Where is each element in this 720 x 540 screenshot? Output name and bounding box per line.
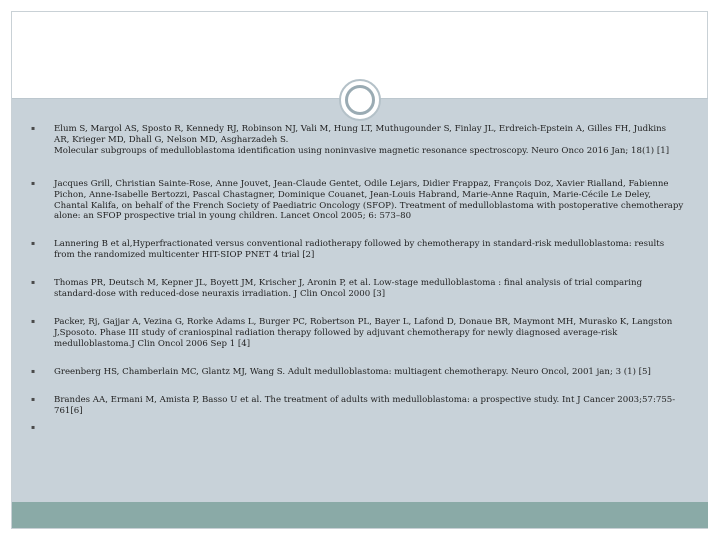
bullet-icon: ▪	[31, 179, 36, 187]
medallion-ornament	[339, 79, 381, 121]
bullet-icon: ▪	[31, 424, 36, 432]
bullet-icon: ▪	[31, 279, 36, 287]
reference-item	[30, 179, 690, 223]
reference-line: Thomas PR, Deutsch M, Kepner JL, Boyett JM, Krischer J, Aronin P, et al. Low-stage medulloblastoma : final analysis of trial comparing	[54, 278, 643, 289]
reference-line: Pichon, Anne-Isabelle Bertozzi, Pascal Chastagner, Dominique Couanet, Jean-Louis Habrand, Marie-Anne Raquin, Marie-Cécile Le Deley,	[54, 189, 651, 200]
bullet-icon: ▪	[31, 125, 36, 132]
reference-line: J,Sposoto. Phase III study of craniospinal radiation therapy followed by adjuvant chemotherapy for newly diagnosed average-risk	[54, 327, 618, 338]
bullet-icon: ▪	[31, 395, 36, 403]
reference-line: medulloblastoma.J Clin Oncol 2006 Sep 1 [4]	[54, 338, 251, 349]
reference-line: from the randomized multicenter HIT-SIOP PNET 4 trial [2]	[54, 250, 315, 261]
reference-line: standard-dose with reduced-dose neuraxis irradiation. J Clin Oncol 2000 [3]	[54, 289, 386, 300]
bullet-icon: ▪	[31, 317, 36, 325]
reference-line: Jacques Grill, Christian Sainte-Rose, Anne Jouvet, Jean-Claude Gentet, Odile Lejars, Didier Frappaz, François Doz, Xavier Rialland, Fabienne	[54, 178, 669, 189]
reference-line: Lannering B et al,Hyperfractionated versus conventional radiotherapy followed by chemotherapy in standard-risk medulloblastoma: results	[54, 239, 665, 250]
reference-line: alone: an SFOP prospective trial in young children. Lancet Oncol 2005; 6: 573–80	[54, 211, 412, 222]
reference-item	[30, 124, 690, 157]
reference-item	[30, 239, 690, 261]
reference-line: Greenberg HS, Chamberlain MC, Glantz MJ, Wang S. Adult medulloblastoma: multiagent chemotherapy. Neuro Oncol, 2001 jan; 3 (1) [5]	[54, 366, 651, 377]
reference-item	[30, 367, 690, 378]
reference-line: Elum S, Margol AS, Sposto R, Kennedy RJ, Robinson NJ, Vali M, Hung LT, Muthugounder S, Finlay JL, Erdreich-Epstein A, Gilles FH, Judkins	[54, 124, 667, 134]
medallion-ring	[345, 85, 375, 115]
bullet-icon: ▪	[31, 367, 36, 375]
reference-line: 761[6]	[54, 405, 83, 416]
reference-line: Molecular subgroups of medulloblastoma identification using noninvasive magnetic resonance spectroscopy. Neuro Onco 2016 Jan; 18(1) [1]	[54, 145, 670, 156]
reference-line	[54, 423, 690, 434]
reference-line: Brandes AA, Ermani M, Amista P, Basso U et al. The treatment of adults with medulloblastoma: a prospective study. Int J Cancer 2003;57:755-	[54, 394, 676, 405]
reference-line: Chantal Kalifa, on behalf of the French Society of Paediatric Oncology (SFOP). Treatment of medulloblastoma with postoperative chemotherapy	[54, 200, 684, 211]
reference-item	[30, 423, 690, 434]
reference-line: Packer, Rj, Gajjar A, Vezina G, Rorke Adams L, Burger PC, Robertson PL, Bayer L, Lafond D, Donaue BR, Maymont MH, Murasko K, Langston	[54, 316, 673, 327]
reference-item	[30, 395, 690, 417]
reference-list	[30, 124, 690, 434]
reference-line: AR, Krieger MD, Dhall G, Nelson MD, Asgharzadeh S.	[54, 134, 289, 145]
bullet-icon: ▪	[31, 240, 36, 248]
reference-item	[30, 278, 690, 300]
reference-item	[30, 317, 690, 350]
footer-band	[12, 502, 708, 528]
